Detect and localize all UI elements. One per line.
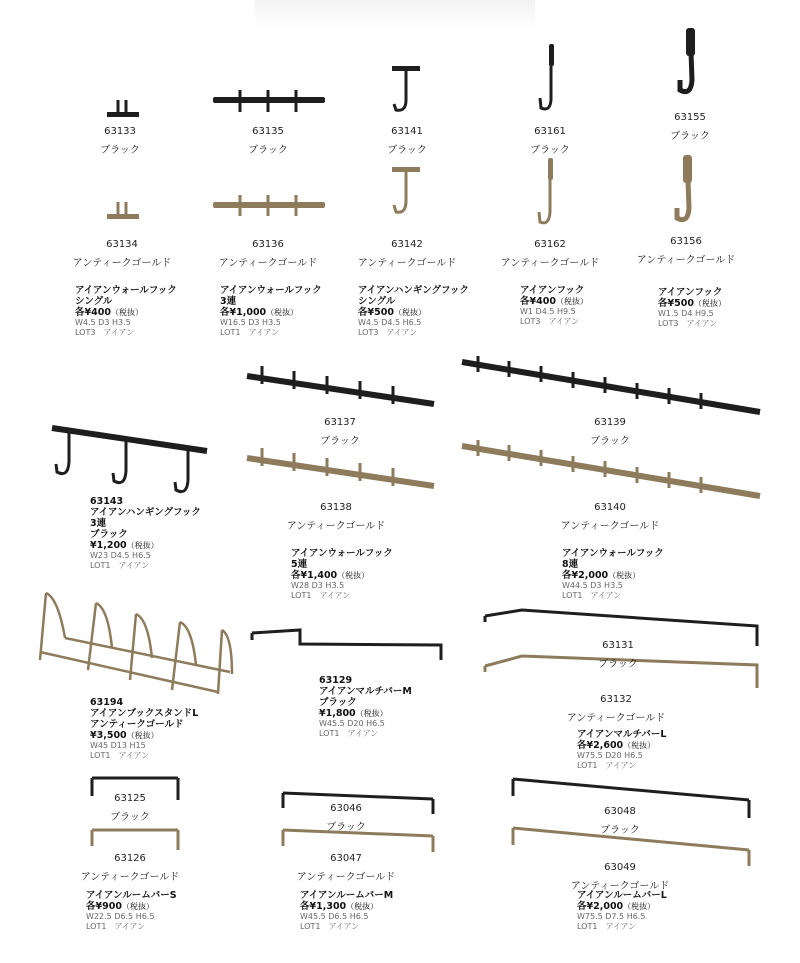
- desc-multibar-l: [577, 729, 666, 771]
- product-code: 63142: [391, 239, 423, 250]
- roombar-63047-image: [283, 830, 433, 852]
- price-value: ¥1,800: [319, 708, 356, 719]
- desc-line: 63129: [319, 675, 353, 686]
- product-code: 63048: [604, 806, 636, 817]
- product-code: 63047: [330, 853, 362, 864]
- product-code: 63132: [600, 694, 632, 705]
- label-63135: [228, 126, 308, 156]
- desc-lot: LOT1 アイアン: [291, 591, 351, 600]
- price-value: 各¥1,300: [300, 901, 347, 912]
- desc-line: アイアンウォールフック: [291, 548, 393, 559]
- product-color: ブラック: [326, 822, 366, 833]
- product-color: ブラック: [100, 145, 140, 156]
- desc-lot: LOT3 アイアン: [75, 328, 135, 337]
- desc-lot: LOT1 アイアン: [220, 328, 280, 337]
- hook-63135-image: [213, 90, 325, 112]
- desc-multibar-m: [319, 675, 412, 739]
- hook-63155-image: [680, 28, 695, 92]
- desc-lot: LOT3 アイアン: [358, 328, 418, 337]
- desc-line: アイアンウォールフック: [75, 285, 177, 296]
- label-63047: [286, 853, 406, 883]
- product-code: 63139: [594, 417, 626, 428]
- hook-63141-image: [392, 66, 420, 110]
- hook-63137-image: [247, 366, 434, 404]
- product-code: 63162: [534, 239, 566, 250]
- desc-size: W45.5 D6.5 H6.5: [300, 912, 369, 921]
- label-63161: [510, 126, 590, 156]
- product-code: 63156: [670, 236, 702, 247]
- product-code: 63140: [594, 502, 626, 513]
- desc-price: [300, 901, 393, 912]
- label-63138: [276, 502, 396, 532]
- desc-lot: LOT1 アイアン: [319, 729, 379, 738]
- product-code: 63126: [114, 853, 146, 864]
- desc-lot: LOT1 アイアン: [300, 922, 360, 931]
- label-63162: [490, 239, 610, 269]
- label-63046: [306, 803, 386, 833]
- price-value: ¥3,500: [90, 730, 127, 741]
- label-63137: [300, 417, 380, 447]
- product-code: 63155: [674, 112, 706, 123]
- desc-size: W28 D3 H3.5: [291, 581, 345, 590]
- desc-line: アイアンハンギングフック: [358, 285, 469, 296]
- tax-note: （税抜）: [337, 571, 370, 580]
- product-code: 63138: [320, 502, 352, 513]
- product-color: アンティークゴールド: [357, 258, 457, 269]
- product-color: ブラック: [248, 145, 288, 156]
- desc-size: W22.5 D6.5 H6.5: [86, 912, 155, 921]
- hook-63156-image: [677, 155, 692, 220]
- desc-size: W44.5 D3 H3.5: [562, 581, 623, 590]
- desc-line: アイアンルームバーS: [86, 890, 177, 901]
- desc-size: W4.5 D4.5 H6.5: [358, 318, 422, 327]
- product-code: 63133: [104, 126, 136, 137]
- desc-size: W45 D13 H15: [90, 741, 146, 750]
- desc-lot: LOT1 アイアン: [86, 922, 146, 931]
- tax-note: （税抜）: [393, 308, 426, 317]
- desc-lot: LOT1 アイアン: [562, 591, 622, 600]
- desc-room-bar-l: [577, 890, 667, 932]
- product-color: アンティークゴールド: [218, 258, 318, 269]
- desc-hanging-hook-3: [90, 496, 201, 571]
- product-code: 63137: [324, 417, 356, 428]
- desc-line: アイアンブックスタンドL: [90, 708, 199, 719]
- desc-size: W4.5 D3 H3.5: [75, 318, 131, 327]
- product-code: 63135: [252, 126, 284, 137]
- desc-book-stand: [90, 697, 198, 761]
- desc-size: W1 D4.5 H9.5: [520, 307, 576, 316]
- tax-note: （税抜）: [346, 902, 379, 911]
- label-63134: [62, 239, 182, 269]
- desc-iron-hook-63155: [658, 287, 726, 329]
- label-63136: [208, 239, 328, 269]
- tax-note: （税抜）: [110, 308, 143, 317]
- hook-63138-image: [247, 448, 434, 486]
- product-color: ブラック: [530, 145, 570, 156]
- price-value: 各¥2,600: [577, 740, 624, 751]
- label-63140: [550, 502, 670, 532]
- product-color: ブラック: [110, 812, 150, 823]
- desc-lot: LOT3 アイアン: [658, 319, 718, 328]
- product-color: ブラック: [598, 659, 638, 670]
- label-63049: [560, 862, 680, 892]
- tax-note: （税抜）: [693, 299, 726, 308]
- desc-room-bar-m: [300, 890, 393, 932]
- product-color: アンティークゴールド: [566, 713, 666, 724]
- desc-wall-hook-5: [291, 548, 393, 601]
- hook-63140-image: [462, 440, 760, 496]
- tax-note: （税抜）: [121, 902, 154, 911]
- price-value: 各¥2,000: [562, 570, 609, 581]
- desc-size: W75.5 D20 H6.5: [577, 751, 643, 760]
- product-code: 63049: [604, 862, 636, 873]
- hook-63136-image: [213, 195, 325, 216]
- desc-price: [358, 307, 469, 318]
- product-code: 63141: [391, 126, 423, 137]
- desc-price: [577, 901, 667, 912]
- label-63131: [578, 640, 658, 670]
- desc-price: [291, 570, 393, 581]
- price-value: 各¥900: [86, 901, 122, 912]
- product-code: 63136: [252, 239, 284, 250]
- desc-lot: LOT1 アイアン: [90, 751, 150, 760]
- tax-note: （税抜）: [266, 308, 299, 317]
- product-code: 63161: [534, 126, 566, 137]
- desc-wall-hook-8: [562, 548, 664, 601]
- hook-63161-image: [540, 44, 554, 109]
- label-63156: [626, 236, 746, 266]
- label-63155: [650, 112, 730, 142]
- product-color: アンティークゴールド: [72, 258, 172, 269]
- product-color: ブラック: [590, 436, 630, 447]
- desc-line: アイアンウォールフック: [562, 548, 664, 559]
- desc-lot: LOT1 アイアン: [90, 561, 150, 570]
- product-color: アンティークゴールド: [570, 881, 670, 892]
- price-value: 各¥500: [658, 298, 694, 309]
- product-color: アンティークゴールド: [296, 872, 396, 883]
- product-color: ブラック: [600, 825, 640, 836]
- label-63132: [556, 694, 676, 724]
- product-color: アンティークゴールド: [560, 521, 660, 532]
- desc-line: 63143: [90, 496, 124, 507]
- label-63142: [347, 239, 467, 269]
- desc-line: シングル: [75, 296, 113, 307]
- price-value: 各¥400: [520, 296, 556, 307]
- product-color: アンティークゴールド: [286, 521, 386, 532]
- roombar-63126-image: [92, 830, 178, 850]
- desc-price: [220, 307, 322, 318]
- bookstand-63194-image: [40, 593, 232, 694]
- desc-line: 3連: [220, 296, 237, 307]
- desc-lot: LOT3 アイアン: [520, 317, 580, 326]
- desc-line: 3連: [90, 518, 107, 529]
- price-value: 各¥1,000: [220, 307, 267, 318]
- desc-line: アンティークゴールド: [90, 719, 184, 730]
- desc-line: ブラック: [319, 697, 357, 708]
- desc-line: ブラック: [90, 529, 128, 540]
- hook-63142-image: [392, 167, 420, 212]
- hook-63133-image: [107, 100, 139, 117]
- tax-note: （税抜）: [355, 709, 388, 718]
- desc-iron-hook-63161: [520, 285, 588, 327]
- desc-price: [658, 298, 726, 309]
- product-color: ブラック: [320, 436, 360, 447]
- desc-line: アイアンフック: [658, 287, 723, 298]
- desc-line: シングル: [358, 296, 396, 307]
- product-color: アンティークゴールド: [636, 255, 736, 266]
- desc-size: W45.5 D20 H6.5: [319, 719, 385, 728]
- desc-line: アイアンウォールフック: [220, 285, 322, 296]
- desc-line: アイアンマルチバーL: [577, 729, 667, 740]
- label-63126: [70, 853, 190, 883]
- product-color: アンティークゴールド: [80, 872, 180, 883]
- desc-price: [75, 307, 177, 318]
- label-63125: [90, 793, 170, 823]
- desc-price: [562, 570, 664, 581]
- tax-note: （税抜）: [623, 741, 656, 750]
- desc-line: アイアンルームバーM: [300, 890, 394, 901]
- desc-price: [520, 296, 588, 307]
- desc-size: W1.5 D4 H9.5: [658, 309, 714, 318]
- price-value: ¥1,200: [90, 540, 127, 551]
- desc-line: 5連: [291, 559, 308, 570]
- tax-note: （税抜）: [126, 541, 159, 550]
- tax-note: （税抜）: [608, 571, 641, 580]
- hook-63143-image: [52, 428, 207, 492]
- price-value: 各¥400: [75, 307, 111, 318]
- desc-line: アイアンルームバーL: [577, 890, 667, 901]
- price-value: 各¥2,000: [577, 901, 624, 912]
- desc-size: W23 D4.5 H6.5: [90, 551, 151, 560]
- desc-price: [86, 901, 177, 912]
- desc-line: アイアンマルチバーM: [319, 686, 412, 697]
- hook-63162-image: [539, 158, 553, 223]
- desc-wall-hook-3: [220, 285, 322, 338]
- label-63048: [580, 806, 660, 836]
- label-63141: [367, 126, 447, 156]
- desc-line: アイアンハンギングフック: [90, 507, 201, 518]
- tax-note: （税抜）: [623, 902, 656, 911]
- desc-line: 8連: [562, 559, 579, 570]
- tax-note: （税抜）: [126, 731, 159, 740]
- multibar-63129-image: [252, 630, 441, 660]
- product-color: アンティークゴールド: [500, 258, 600, 269]
- desc-price: [577, 740, 666, 751]
- desc-price: [319, 708, 412, 719]
- desc-lot: LOT1 アイアン: [577, 761, 637, 770]
- product-color: ブラック: [387, 145, 427, 156]
- desc-price: [90, 540, 201, 551]
- product-code: 63125: [114, 793, 146, 804]
- product-color: ブラック: [670, 131, 710, 142]
- product-code: 63046: [330, 803, 362, 814]
- price-value: 各¥1,400: [291, 570, 338, 581]
- hook-63139-image: [462, 356, 760, 412]
- product-code: 63131: [602, 640, 634, 651]
- label-63133: [80, 126, 160, 156]
- desc-room-bar-s: [86, 890, 177, 932]
- desc-hanging-hook-single: [358, 285, 469, 338]
- desc-line: アイアンフック: [520, 285, 585, 296]
- hook-63134-image: [107, 202, 139, 219]
- desc-wall-hook-single: [75, 285, 177, 338]
- desc-size: W16.5 D3 H3.5: [220, 318, 281, 327]
- desc-price: [90, 730, 198, 741]
- price-value: 各¥500: [358, 307, 394, 318]
- desc-line: 63194: [90, 697, 124, 708]
- tax-note: （税抜）: [555, 297, 588, 306]
- product-code: 63134: [106, 239, 138, 250]
- desc-size: W75.5 D7.5 H6.5: [577, 912, 646, 921]
- label-63139: [570, 417, 650, 447]
- desc-lot: LOT1 アイアン: [577, 922, 637, 931]
